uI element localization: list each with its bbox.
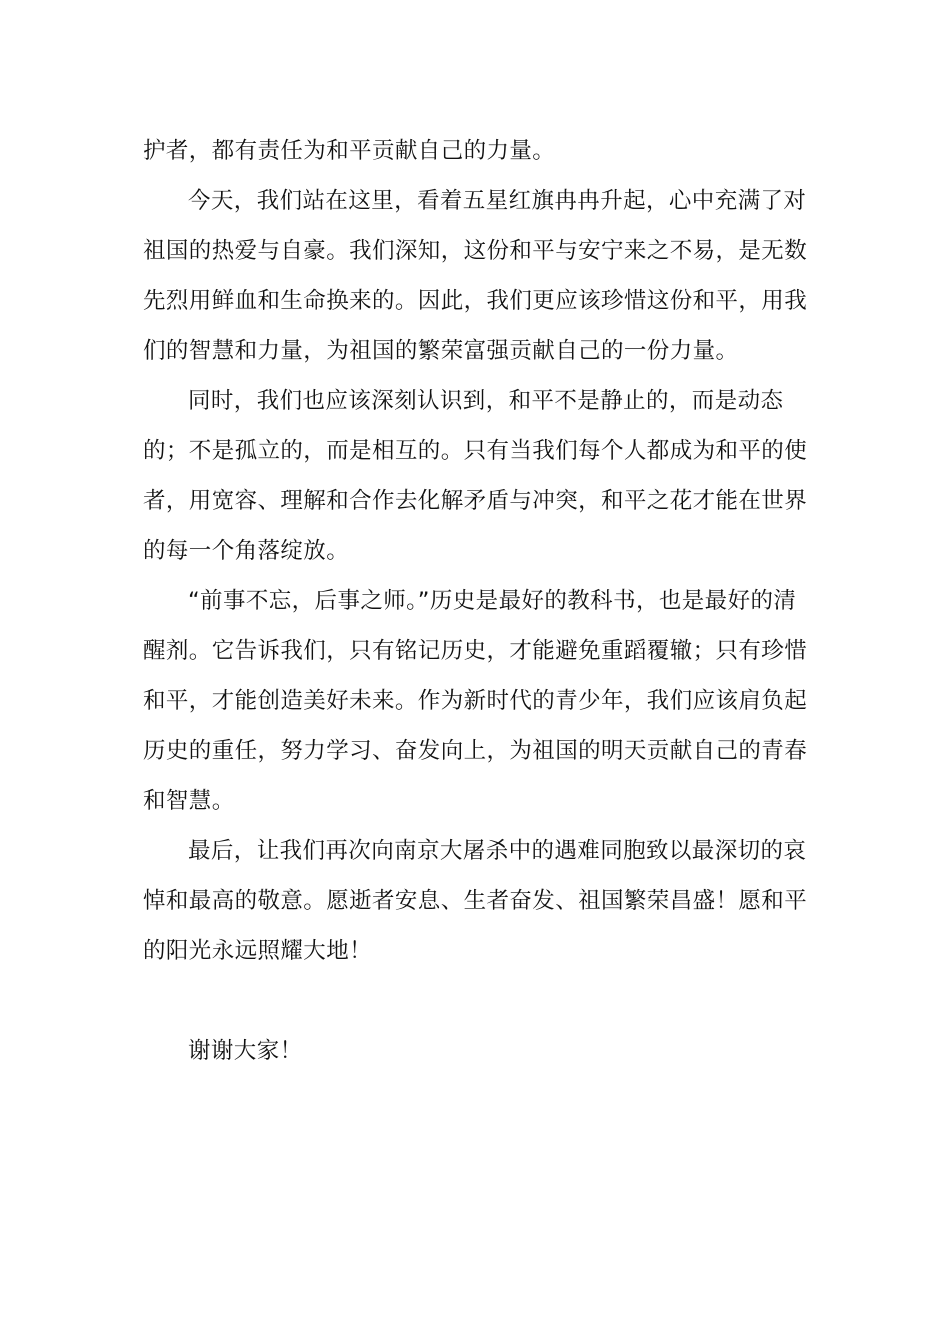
text-line: 护者，都有责任为和平贡献自己的力量。	[143, 138, 556, 164]
paragraph-first-line: 同时，我们也应该深刻认识到，和平不是静止的，而是动态	[188, 388, 784, 414]
closing-line: 谢谢大家！	[188, 1038, 303, 1064]
paragraph-first-line: 今天，我们站在这里，看着五星红旗冉冉升起，心中充满了对	[188, 188, 807, 214]
text-line: 醒剂。它告诉我们，只有铭记历史，才能避免重蹈覆辙；只有珍惜	[143, 638, 808, 664]
paragraph-first-line: “前事不忘，后事之师。”历史是最好的教科书，也是最好的清	[188, 588, 797, 614]
text-line: 祖国的热爱与自豪。我们深知，这份和平与安宁来之不易，是无数	[143, 238, 808, 264]
text-line: 者，用宽容、理解和合作去化解矛盾与冲突，和平之花才能在世界	[143, 488, 808, 514]
text-line: 和智慧。	[143, 788, 235, 814]
text-line: 的每一个角落绽放。	[143, 538, 350, 564]
text-line: 悼和最高的敬意。愿逝者安息、生者奋发、祖国繁荣昌盛！愿和平	[143, 888, 808, 914]
text-line: 先烈用鲜血和生命换来的。因此，我们更应该珍惜这份和平，用我	[143, 288, 808, 314]
text-line: 们的智慧和力量，为祖国的繁荣富强贡献自己的一份力量。	[143, 338, 739, 364]
text-line: 的阳光永远照耀大地！	[143, 938, 373, 964]
text-line: 的；不是孤立的，而是相互的。只有当我们每个人都成为和平的使	[143, 438, 808, 464]
paragraph-first-line: 最后，让我们再次向南京大屠杀中的遇难同胞致以最深切的哀	[188, 838, 807, 864]
text-line: 和平，才能创造美好未来。作为新时代的青少年，我们应该肩负起	[143, 688, 808, 714]
text-line: 历史的重任，努力学习、奋发向上，为祖国的明天贡献自己的青春	[143, 738, 808, 764]
